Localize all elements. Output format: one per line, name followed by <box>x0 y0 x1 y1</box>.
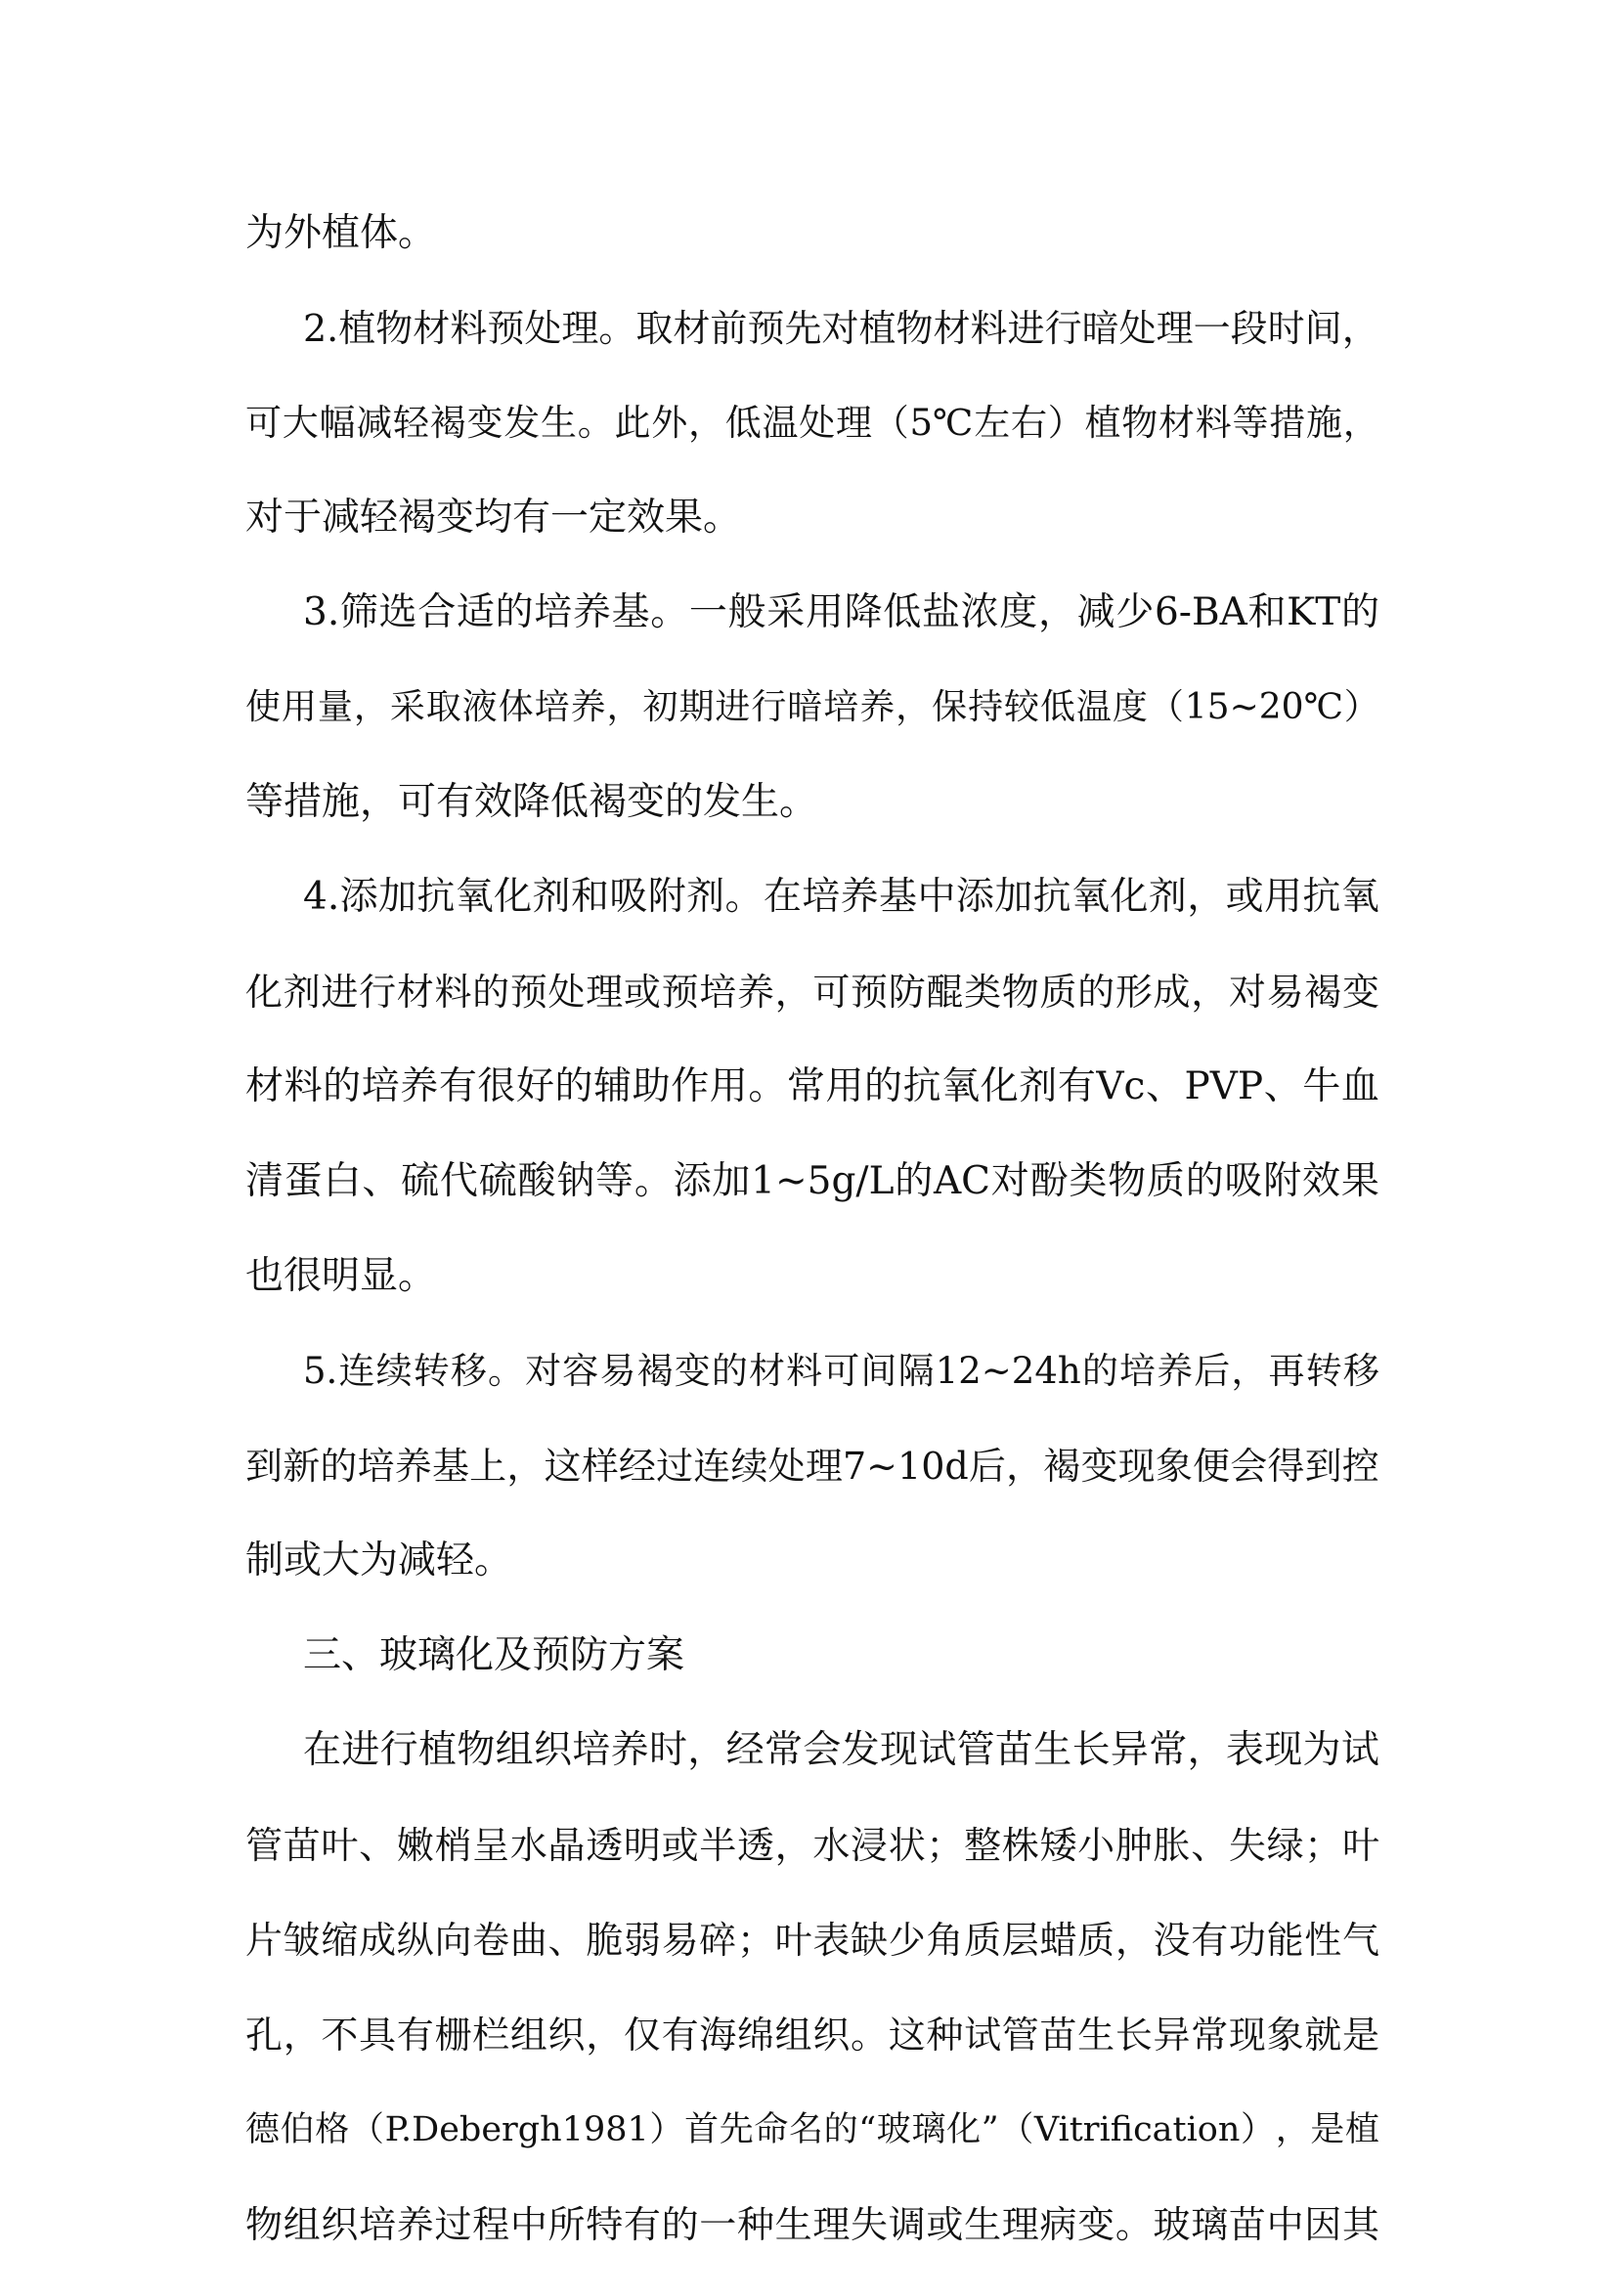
text-line: 片 皱 缩 成 纵 向 卷 曲 、 脆 弱 易 碎 ； 叶 表 缺 少 角 质 层 蜡 质 ， 没 有 功 能 性 气 <box>245 1919 1379 1962</box>
document-page <box>245 210 1379 2296</box>
text-line: 孔 ， 不 具 有 栅 栏 组 织 ， 仅 有 海 绵 组 织 。 这 种 试 管 苗 生 长 异 常 现 象 就 是 <box>245 2014 1379 2057</box>
text-line: 管 苗 叶 、 嫩 梢 呈 水 晶 透 明 或 半 透 ， 水 浸 状 ； 整 株 矮 小 肿 胀 、 失 绿 ； 叶 <box>245 1824 1379 1867</box>
text-line: 为外植体。 <box>245 211 437 255</box>
text-line: 3. 筛 选 合 适 的 培 养 基 。 一 般 采 用 降 低 盐 浓 度 ， 减 少 6-BA 和 KT 的 <box>303 590 1379 634</box>
text-line: 在 进 行 植 物 组 织 培 养 时 ， 经 常 会 发 现 试 管 苗 生 长 异 常 ， 表 现 为 试 <box>303 1728 1379 1772</box>
text-line: 等措施，可有效降低褐变的发生。 <box>245 780 818 824</box>
text-line: 2. 植 物 材 料 预 处 理 。 取 材 前 预 先 对 植 物 材 料 进 行 暗 处 理 一 段 时 间 ， <box>303 307 1379 350</box>
text-line: 物 组 织 培 养 过 程 中 所 特 有 的 一 种 生 理 失 调 或 生 理 病 变 。 玻 璃 苗 中 因 其 <box>245 2203 1379 2246</box>
text-line: 到 新 的 培 养 基 上 ， 这 样 经 过 连 续 处 理 7~10d 后 ， 褐 变 现 象 便 会 得 到 控 <box>245 1445 1379 1488</box>
text-line: 5. 连 续 转 移 。 对 容 易 褐 变 的 材 料 可 间 隔 12~24h 的 培 养 后 ， 再 转 移 <box>303 1350 1379 1392</box>
text-line: 制或大为减轻。 <box>245 1538 513 1582</box>
text-line: 德 伯 格 （ P.Debergh1981 ） 首 先 命 名 的 “ 玻 璃 化 ” （ Vitrification ） ， 是 植 <box>245 2110 1379 2149</box>
text-line: 化 剂 进 行 材 料 的 预 处 理 或 预 培 养 ， 可 预 防 醌 类 物 质 的 形 成 ， 对 易 褐 变 <box>245 971 1379 1014</box>
text-line: 对于减轻褐变均有一定效果。 <box>245 496 742 540</box>
text-line: 材 料 的 培 养 有 很 好 的 辅 助 作 用 。 常 用 的 抗 氧 化 剂 有 Vc 、 PVP 、 牛 血 <box>245 1064 1379 1108</box>
text-line: 也很明显。 <box>245 1254 437 1298</box>
text-line: 可 大 幅 减 轻 褐 变 发 生 。 此 外 ， 低 温 处 理 （ 5℃ 左 右 ） 植 物 材 料 等 措 施 ， <box>245 402 1379 444</box>
text-line: 4. 添 加 抗 氧 化 剂 和 吸 附 剂 。 在 培 养 基 中 添 加 抗 氧 化 剂 ， 或 用 抗 氧 <box>303 875 1379 919</box>
text-line: 使 用 量 ， 采 取 液 体 培 养 ， 初 期 进 行 暗 培 养 ， 保 持 较 低 温 度 （ 15~20℃ ） <box>245 687 1379 727</box>
text-line: 清 蛋 白 、 硫 代 硫 酸 钠 等 。 添 加 1~5g/L 的 AC 对 酚 类 物 质 的 吸 附 效 果 <box>245 1159 1379 1203</box>
section-heading: 三、玻璃化及预防方案 <box>303 1633 685 1677</box>
